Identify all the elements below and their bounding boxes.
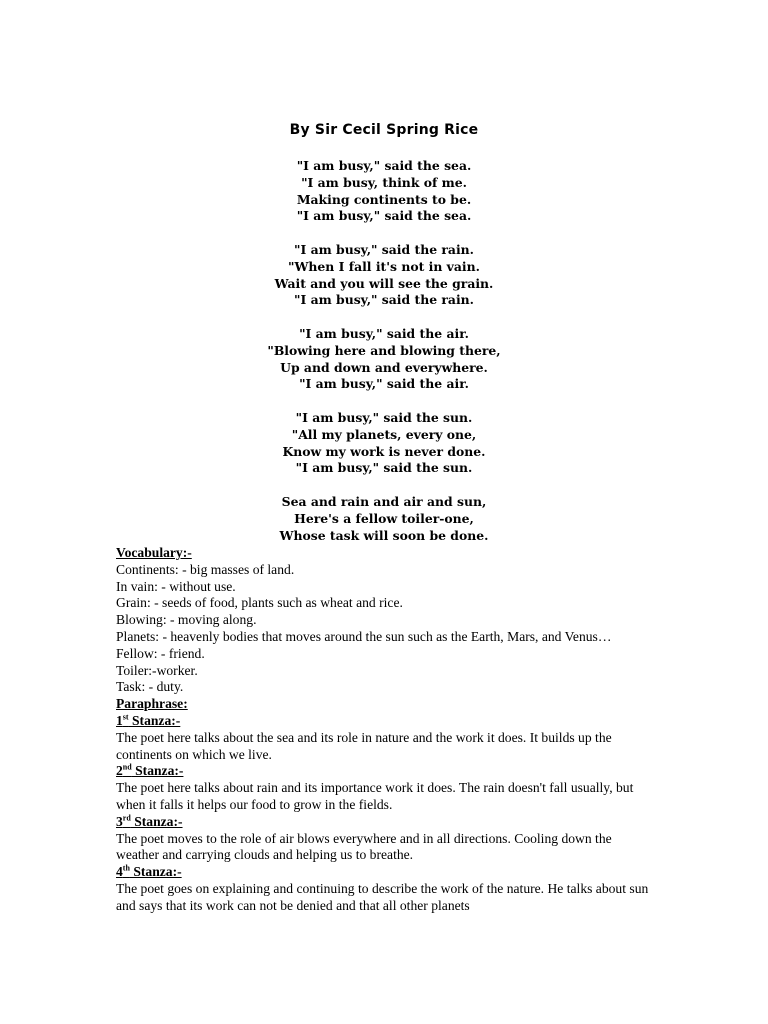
- vocabulary-entry: Task: - duty.: [116, 679, 184, 695]
- vocabulary-entry: In vain: - without use.: [116, 578, 236, 594]
- poem-line: "I am busy," said the air.: [299, 325, 469, 341]
- ordinal-suffix: nd: [122, 762, 132, 772]
- paraphrase-heading: Paraphrase:: [116, 696, 188, 712]
- vocabulary-heading: Vocabulary:-: [116, 545, 192, 560]
- stanza-label: Stanza:-: [130, 813, 183, 829]
- poem-author-title: By Sir Cecil Spring Rice: [289, 122, 479, 138]
- ordinal-suffix: st: [122, 712, 129, 722]
- poem-line: "I am busy," said the sun.: [295, 460, 473, 476]
- stanza-number: 4: [116, 864, 123, 880]
- vocabulary-entry: Toiler:-worker.: [116, 662, 198, 678]
- poem-line: Making continents to be.: [296, 191, 472, 207]
- stanza-3-paraphrase: The poet moves to the role of air blows everywhere and in all directions. Cooling down the weather and carrying clouds and helping us to breathe.: [116, 830, 612, 863]
- stanza-4: [0, 410, 768, 477]
- poem-line: Here's a fellow toiler-one,: [294, 510, 474, 526]
- ordinal-suffix: th: [122, 863, 130, 873]
- stanza-label: Stanza:-: [129, 864, 182, 880]
- ordinal-suffix: rd: [122, 813, 131, 823]
- poem-line: "I am busy," said the rain.: [294, 241, 474, 257]
- vocabulary-entry: Blowing: - moving along.: [116, 612, 257, 628]
- poem: [0, 158, 768, 544]
- poem-line: "I am busy," said the rain.: [294, 292, 474, 308]
- poem-line: "Blowing here and blowing there,: [267, 342, 501, 358]
- stanza-3: [0, 326, 768, 393]
- stanza-3-heading: [116, 814, 656, 831]
- poem-line: Know my work is never done.: [282, 443, 486, 459]
- poem-line: Wait and you will see the grain.: [274, 275, 494, 291]
- vocabulary-entry: Planets: - heavenly bodies that moves around the sun such as the Earth, Mars, and Venus…: [116, 628, 612, 644]
- stanza-1-heading: [116, 713, 656, 730]
- stanza-number: 2: [116, 763, 123, 779]
- poem-line: Up and down and everywhere.: [280, 359, 488, 375]
- vocabulary-entry: Continents: - big masses of land.: [116, 561, 295, 577]
- stanza-1-paraphrase: The poet here talks about the sea and its role in nature and the work it does. It builds up the continents on which we live.: [116, 729, 612, 762]
- poem-line: "I am busy," said the sea.: [296, 208, 472, 224]
- stanza-1: [0, 158, 768, 225]
- stanza-label: Stanza:-: [131, 763, 184, 779]
- study-notes: [116, 545, 656, 915]
- poem-line: "All my planets, every one,: [291, 426, 477, 442]
- stanza-4-paraphrase: The poet goes on explaining and continuing to describe the work of the nature. He talks about sun and says that its work can not be denied and that all other planets: [116, 880, 649, 913]
- poem-line: "I am busy," said the air.: [299, 376, 469, 392]
- vocabulary-entry: Fellow: - friend.: [116, 645, 205, 661]
- poem-line: Sea and rain and air and sun,: [281, 493, 487, 509]
- poem-line: "I am busy," said the sun.: [295, 409, 473, 425]
- stanza-number: 3: [116, 813, 123, 829]
- vocabulary-entry: Grain: - seeds of food, plants such as wheat and rice.: [116, 595, 403, 611]
- poem-line: "I am busy, think of me.: [301, 174, 467, 190]
- stanza-2: [0, 242, 768, 309]
- poem-line: "I am busy," said the sea.: [296, 158, 472, 173]
- stanza-number: 1: [116, 712, 123, 728]
- stanza-2-heading: [116, 763, 656, 780]
- stanza-5: [0, 494, 768, 544]
- stanza-2-paraphrase: The poet here talks about rain and its importance work it does. The rain doesn't fall usually, but when it falls it helps our food to grow in the fields.: [116, 780, 634, 812]
- stanza-4-heading: [116, 864, 656, 881]
- stanza-label: Stanza:-: [128, 712, 181, 728]
- poem-line: "When I fall it's not in vain.: [288, 258, 480, 274]
- poem-line: Whose task will soon be done.: [279, 527, 489, 543]
